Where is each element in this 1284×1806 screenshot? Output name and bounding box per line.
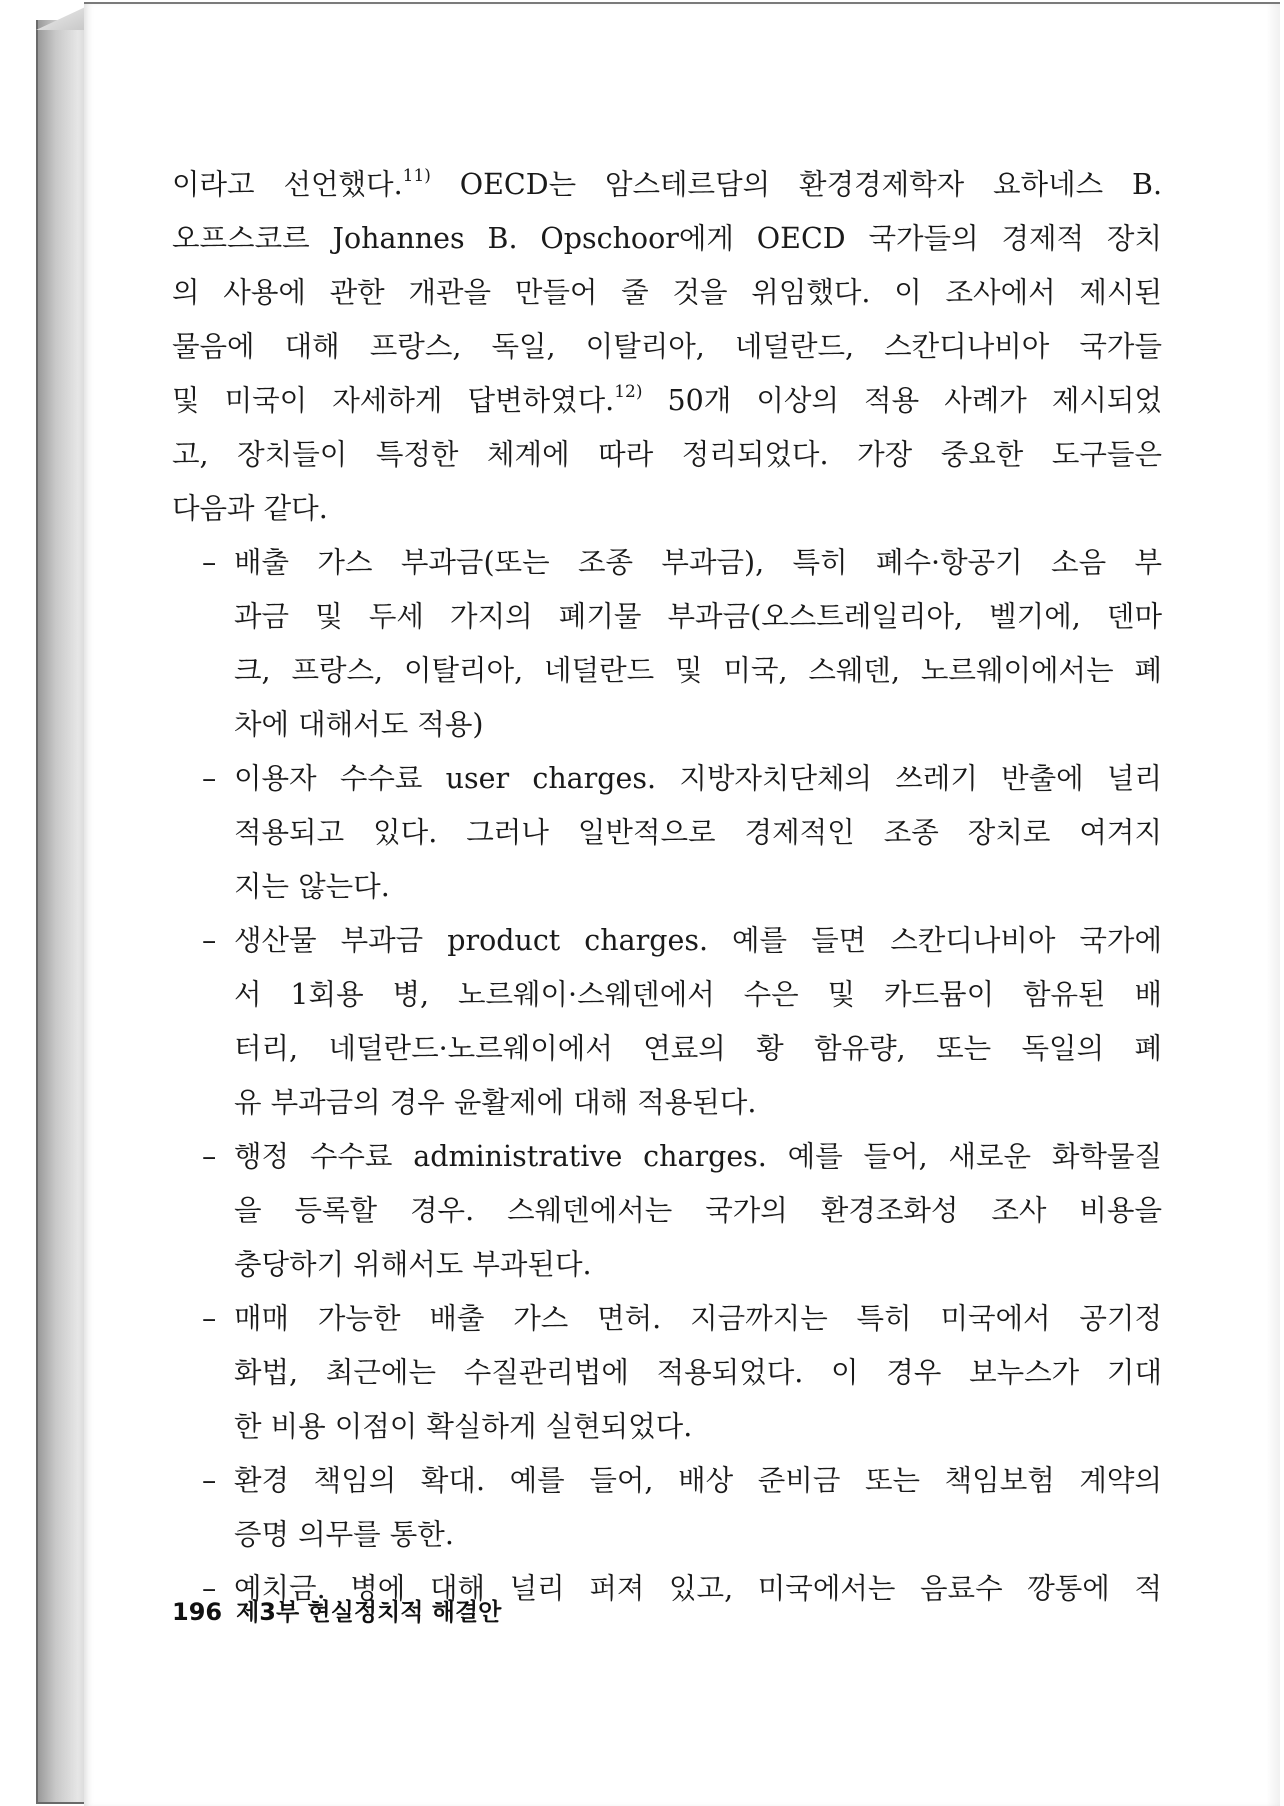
bullet-line: – 예치금. 병에 대해 널리 퍼져 있고, 미국에서는 음료수 깡통에 적 bbox=[172, 1562, 1162, 1616]
bullet-line: 과금 및 두세 가지의 폐기물 부과금(오스트레일리아, 벨기에, 덴마 bbox=[234, 600, 1162, 633]
paragraph-line: 의 사용에 관한 개관을 만들어 줄 것을 위임했다. 이 조사에서 제시된 bbox=[172, 276, 1162, 309]
bullet-item bbox=[172, 1292, 1162, 1454]
paragraph-line: 물음에 대해 프랑스, 독일, 이탈리아, 네덜란드, 스칸디나비아 국가들 bbox=[172, 330, 1162, 363]
page-body bbox=[172, 158, 1162, 1616]
bullet-line: 서 1회용 병, 노르웨이·스웨덴에서 수은 및 카드뮴이 함유된 배 bbox=[234, 978, 1162, 1011]
bullet-item bbox=[172, 752, 1162, 914]
dash-marker: – bbox=[202, 546, 217, 579]
intro-paragraph bbox=[172, 158, 1162, 536]
bullet-line: – 이용자 수수료 user charges. 지방자치단체의 쓰레기 반출에 널리 bbox=[172, 752, 1162, 806]
bullet-line: – 배출 가스 부과금(또는 조종 부과금), 특히 폐수·항공기 소음 부 bbox=[172, 536, 1162, 590]
bullet-item bbox=[172, 536, 1162, 752]
paragraph-line: 오프스코르 Johannes B. Opschoor에게 OECD 국가들의 경제적 장치 bbox=[172, 222, 1162, 255]
running-footer-title: 제3부 현실정치적 해결안 bbox=[236, 1598, 502, 1626]
bullet-item bbox=[172, 1454, 1162, 1562]
bullet-line: 지는 않는다. bbox=[234, 870, 390, 903]
footnote-ref: 12) bbox=[614, 382, 643, 402]
footnote-ref: 11) bbox=[402, 166, 431, 186]
bullet-line: 터리, 네덜란드·노르웨이에서 연료의 황 함유량, 또는 독일의 폐 bbox=[234, 1032, 1162, 1065]
paragraph-line: 이라고 선언했다.$^{11)}$ OECD는 암스테르담의 환경경제학자 요하네스 B. bbox=[172, 166, 1163, 201]
bullet-line: 한 비용 이점이 확실하게 실현되었다. bbox=[234, 1410, 693, 1443]
dash-marker: – bbox=[202, 924, 217, 957]
bullet-line: – 행정 수수료 administrative charges. 예를 들어, 새로운 화학물질 bbox=[172, 1130, 1162, 1184]
bullet-line: 적용되고 있다. 그러나 일반적으로 경제적인 조종 장치로 여겨지 bbox=[234, 816, 1162, 849]
bullet-line: 화법, 최근에는 수질관리법에 적용되었다. 이 경우 보누스가 기대 bbox=[234, 1356, 1162, 1389]
bullet-line: – 매매 가능한 배출 가스 면허. 지금까지는 특히 미국에서 공기정 bbox=[172, 1292, 1162, 1346]
bullet-item bbox=[172, 1130, 1162, 1292]
page-footer bbox=[172, 1592, 501, 1627]
dash-marker: – bbox=[202, 1302, 217, 1335]
bullet-line: 유 부과금의 경우 윤활제에 대해 적용된다. bbox=[234, 1086, 757, 1119]
page-number: 196 bbox=[172, 1598, 223, 1626]
paragraph-line: 및 미국이 자세하게 답변하였다.$^{12)}$ 50개 이상의 적용 사례가 제시되었 bbox=[172, 382, 1162, 417]
paragraph-line: 고, 장치들이 특정한 체계에 따라 정리되었다. 가장 중요한 도구들은 bbox=[172, 438, 1162, 471]
dash-marker: – bbox=[202, 1464, 217, 1497]
bullet-line: 크, 프랑스, 이탈리아, 네덜란드 및 미국, 스웨덴, 노르웨이에서는 폐 bbox=[234, 654, 1162, 687]
bullet-line: 충당하기 위해서도 부과된다. bbox=[234, 1248, 592, 1281]
dash-marker: – bbox=[202, 1572, 217, 1605]
bullet-line: – 환경 책임의 확대. 예를 들어, 배상 준비금 또는 책임보험 계약의 bbox=[172, 1454, 1162, 1508]
bullet-line: 차에 대해서도 적용) bbox=[234, 708, 484, 741]
bullet-line: 을 등록할 경우. 스웨덴에서는 국가의 환경조화성 조사 비용을 bbox=[234, 1194, 1162, 1227]
bullet-line: 증명 의무를 통한. bbox=[234, 1518, 454, 1551]
bullet-item bbox=[172, 914, 1162, 1130]
page-edge-shadow bbox=[1266, 4, 1280, 1806]
dash-marker: – bbox=[202, 762, 217, 795]
dash-marker: – bbox=[202, 1140, 217, 1173]
paragraph-line: 다음과 같다. bbox=[172, 492, 328, 525]
book-spine bbox=[36, 20, 88, 1804]
bullet-line: – 생산물 부과금 product charges. 예를 들면 스칸디나비아 국가에 bbox=[172, 914, 1162, 968]
